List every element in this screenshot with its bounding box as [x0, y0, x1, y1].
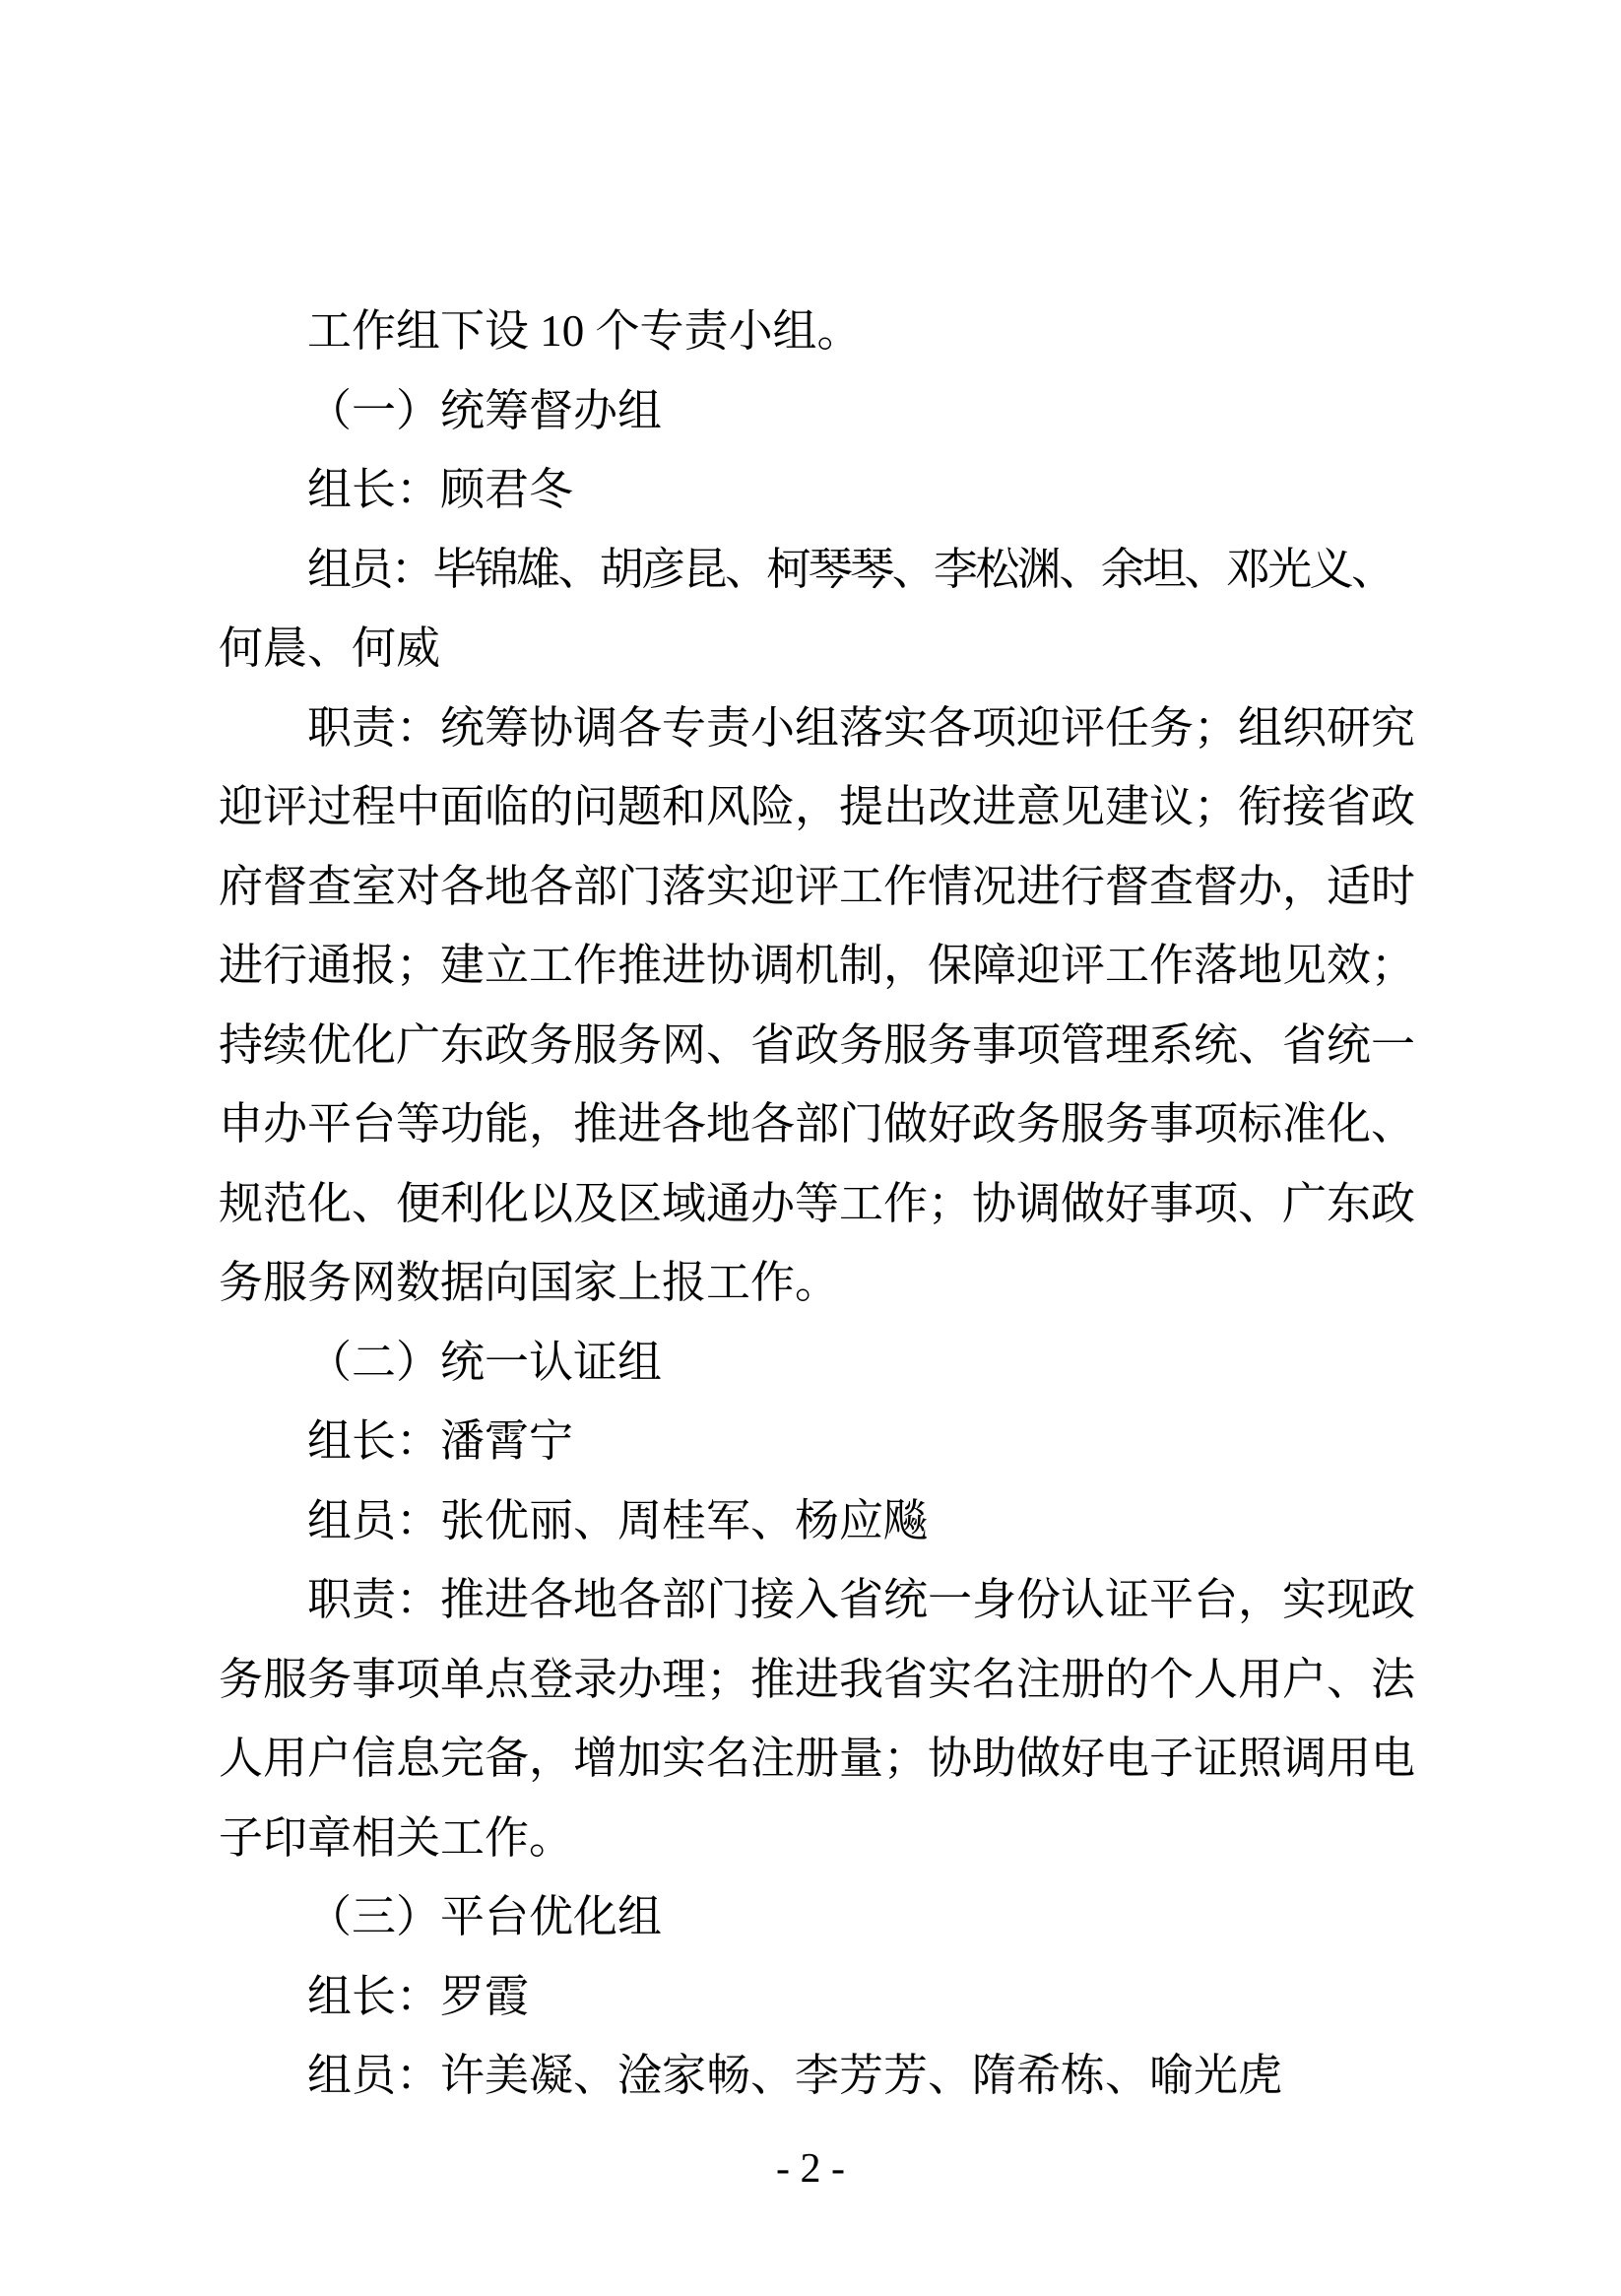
text-line: 持续优化广东政务服务网、省政务服务事项管理系统、省统一	[219, 1019, 1416, 1070]
text-line: 组长：顾君冬	[307, 465, 574, 514]
text-line: 组员：许美凝、淦家畅、李芳芳、隋希栋、喻光虎	[307, 2051, 1283, 2100]
text-line: 规范化、便利化以及区域通办等工作；协调做好事项、广东政	[219, 1178, 1416, 1228]
text-line: 申办平台等功能，推进各地各部门做好政务服务事项标准化、	[219, 1099, 1416, 1148]
text-line: 进行通报；建立工作推进协调机制，保障迎评工作落地见效；	[219, 941, 1416, 990]
text-line: 组长：潘霄宁	[307, 1416, 574, 1466]
text-line: 组员：张优丽、周桂军、杨应飚	[307, 1495, 929, 1545]
text-line: 府督查室对各地各部门落实迎评工作情况进行督查督办，适时	[219, 861, 1416, 911]
text-line: （三）平台优化组	[307, 1892, 663, 1941]
text-line: 职责：统筹协调各专责小组落实各项迎评任务；组织研究	[307, 702, 1416, 753]
text-line: 组员：毕锦雄、胡彦昆、柯琴琴、李松渊、余坦、邓光义、	[307, 544, 1394, 594]
text-line: 职责：推进各地各部门接入省统一身份认证平台，实现政	[307, 1575, 1416, 1624]
text-line: （二）统一认证组	[307, 1337, 663, 1387]
text-line: 工作组下设 10 个专责小组。	[307, 306, 862, 356]
text-line: 何晨、何威	[219, 623, 441, 673]
text-line: 人用户信息完备，增加实名注册量；协助做好电子证照调用电	[219, 1734, 1416, 1783]
text-line: 务服务事项单点登录办理；推进我省实名注册的个人用户、法	[219, 1654, 1416, 1704]
document-body	[219, 292, 1415, 2116]
page-number: - 2 -	[776, 2146, 845, 2192]
text-line: 迎评过程中面临的问题和风险，提出改进意见建议；衔接省政	[219, 782, 1416, 831]
text-line: 务服务网数据向国家上报工作。	[219, 1258, 840, 1307]
text-line: 子印章相关工作。	[219, 1812, 574, 1863]
text-line: 组长：罗霞	[307, 1971, 530, 2021]
text-line: （一）统筹督办组	[307, 385, 663, 435]
